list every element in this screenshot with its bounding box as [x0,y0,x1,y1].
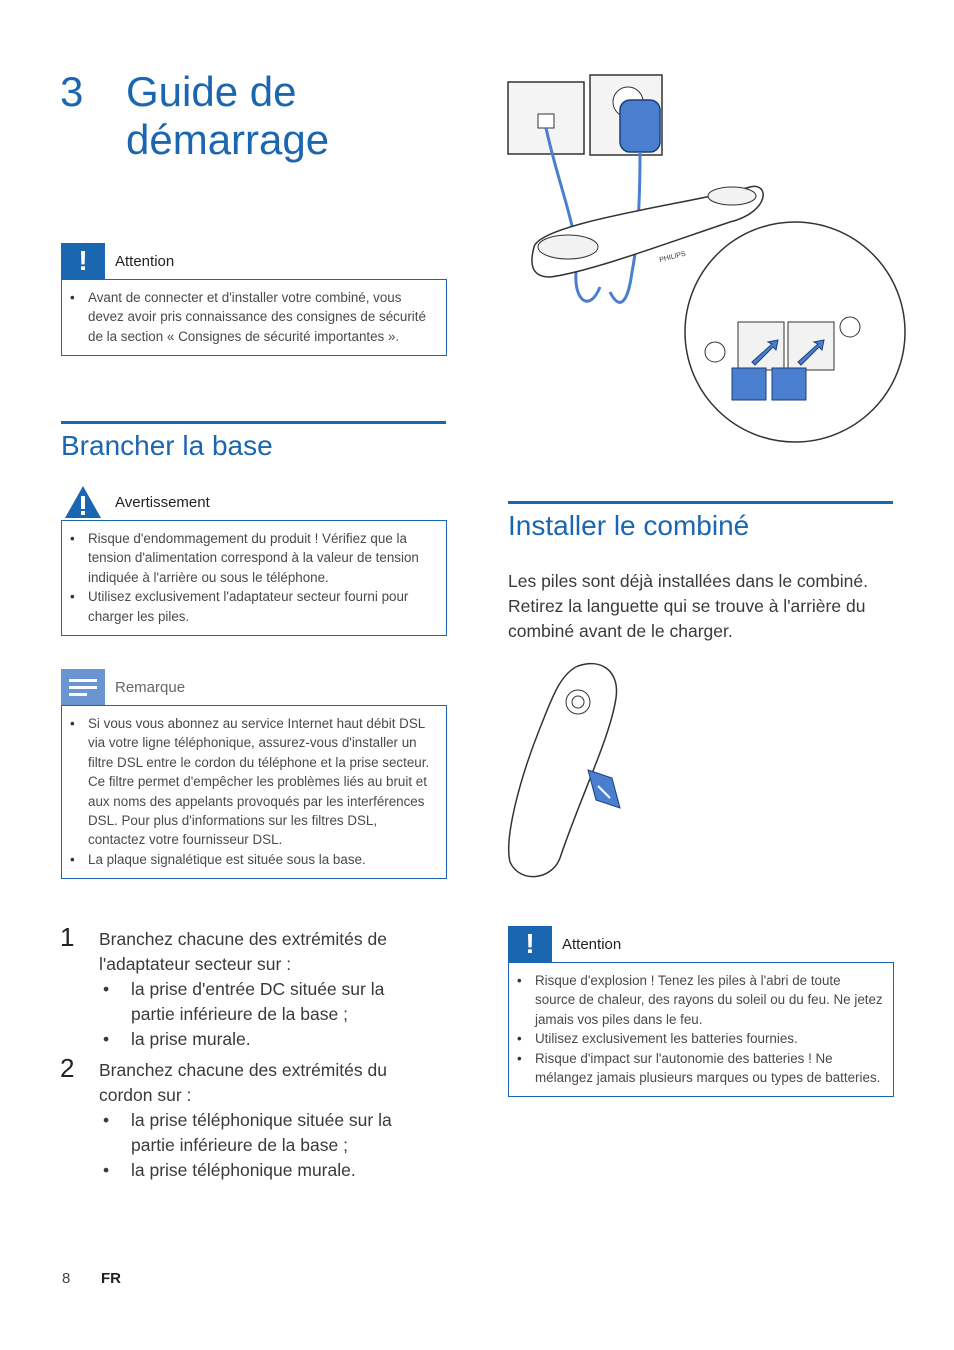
section-rule [61,421,446,424]
section-title: Brancher la base [61,430,273,461]
warning-triangle-icon [61,484,105,520]
handset-illustration [500,658,640,888]
callout-label: Attention [115,253,175,270]
callout-label: Remarque [115,679,186,696]
step-block [99,927,419,1052]
brand-label: PHILIPS [658,250,687,264]
step-subitem: • la prise d'entrée DC située sur la partie inférieure de la base ; [99,977,419,1027]
callout-item: • Risque d'impact sur l'autonomie des batteries ! Ne mélangez jamais plusieurs marques ou types de batteries. [535,1049,883,1088]
callout-item: • Si vous vous abonnez au service Internet haut débit DSL via votre ligne téléphonique, assurez-vous d'installer un filtre DSL entre le cordon du téléphone et la prise secteur. Ce filtre permet d'empêcher les problèmes liés au bruit et aux noms des appelants provoqués par les interférences DSL. Pour plus d'informations sur les filtres DSL, contactez votre fournisseur DSL. [88,714,436,850]
exclamation-icon: ! [61,243,105,279]
callout-item: • Risque d'explosion ! Tenez les piles à l'abri de toute source de chaleur, des rayons du soleil ou du feu. Ne jetez jamais vos piles dans le feu. [535,971,883,1029]
callout-body [61,520,447,636]
section-rule [508,501,893,504]
step-text: Branchez chacune des extrémités du cordon sur : [99,1060,387,1105]
attention-callout [61,243,447,356]
warning-callout [61,484,447,636]
step-subitem: • la prise téléphonique murale. [99,1158,419,1183]
step-number: 1 [60,922,75,952]
step-block [99,1058,419,1183]
chapter-number: 3 [60,68,84,115]
step-text: Branchez chacune des extrémités de l'adaptateur secteur sur : [99,929,387,974]
callout-label: Attention [562,936,622,953]
step-number: 2 [60,1053,75,1083]
step-subitem: • la prise murale. [99,1027,419,1052]
chapter-title: Guide de démarrage [126,68,330,163]
callout-item: • Utilisez exclusivement l'adaptateur secteur fourni pour charger les piles. [88,587,436,626]
callout-item: • Risque d'endommagement du produit ! Vérifiez que la tension d'alimentation correspond à la valeur de tension indiquée à l'arrière ou sous le téléphone. [88,529,436,587]
callout-body [61,705,447,879]
callout-item: • Avant de connecter et d'installer votre combiné, vous devez avoir pris connaissance des consignes de sécurité de la section « Consignes de sécurité importantes ». [88,288,436,346]
section-title: Installer le combiné [508,510,750,541]
callout-item: • Utilisez exclusivement les batteries fournies. [535,1029,883,1048]
attention-callout [508,926,894,1097]
callout-label: Avertissement [115,494,210,511]
language-code: FR [101,1270,121,1287]
step-subitem: • la prise téléphonique située sur la partie inférieure de la base ; [99,1108,419,1158]
note-lines-icon [61,669,105,705]
note-callout [61,669,447,879]
exclamation-icon: ! [508,926,552,962]
base-connection-illustration [500,72,920,452]
callout-item: • La plaque signalétique est située sous la base. [88,850,436,869]
section-intro: Les piles sont déjà installées dans le combiné. Retirez la languette qui se trouve à l'arrière du combiné avant de le charger. [508,571,868,641]
callout-body [508,962,894,1097]
page-number: 8 [62,1270,71,1287]
callout-body [61,279,447,356]
